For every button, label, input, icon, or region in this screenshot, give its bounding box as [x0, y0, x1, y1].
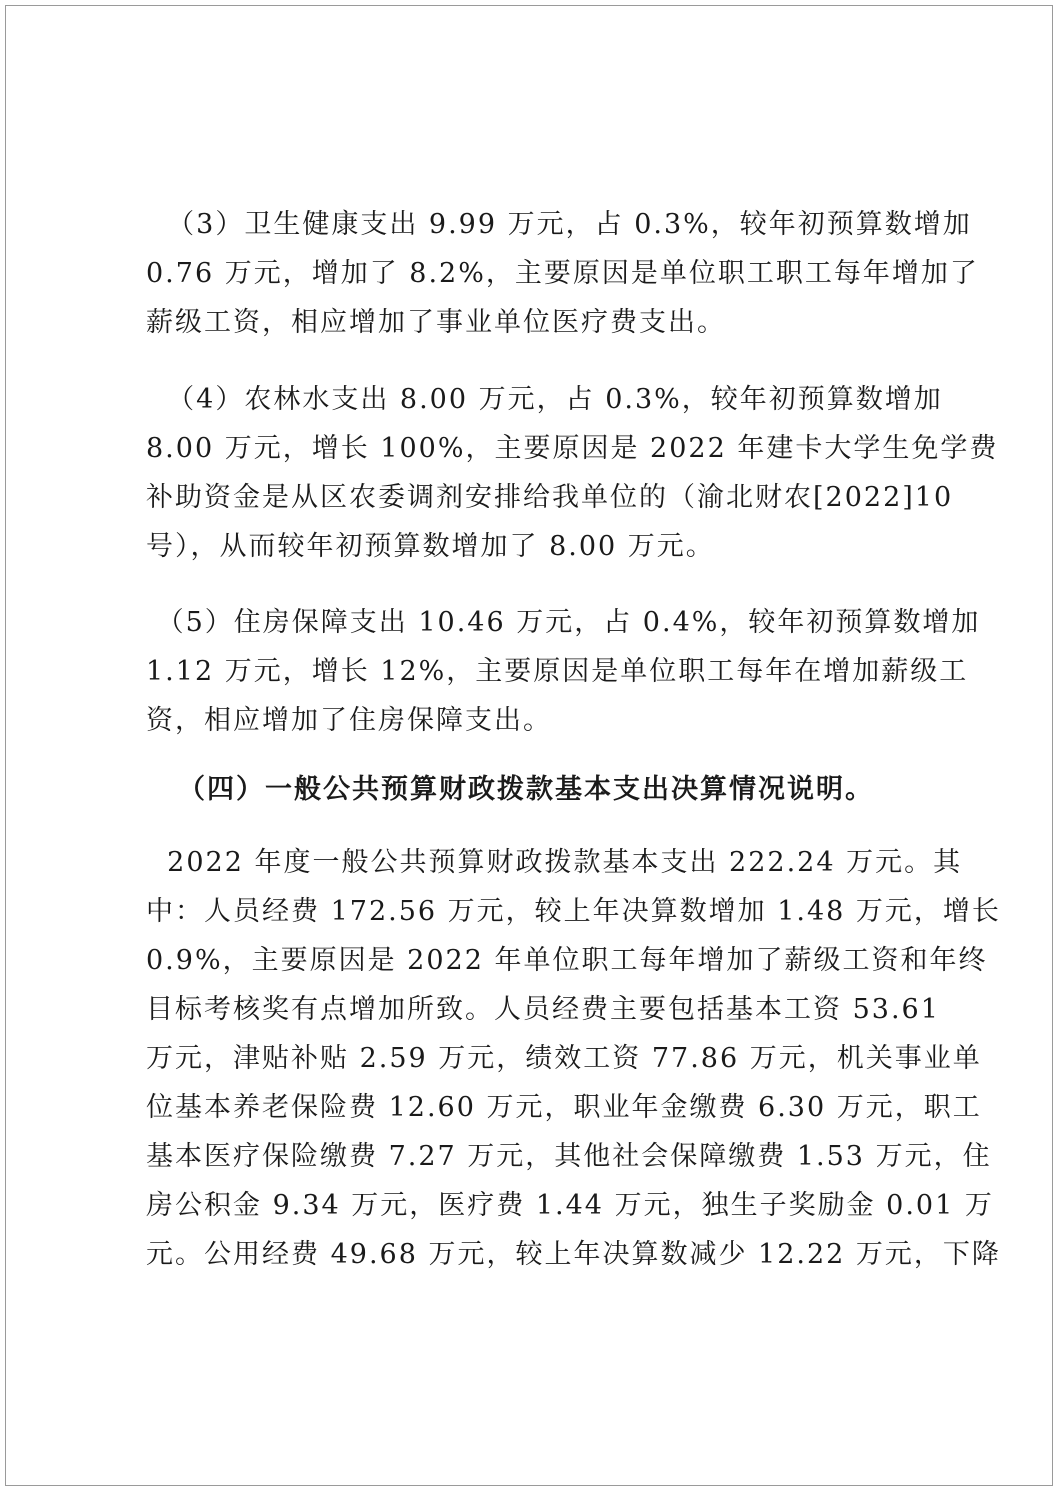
text-line: 万元，津贴补贴 2.59 万元，绩效工资 77.86 万元，机关事业单 [146, 1043, 982, 1074]
text-line: 8.00 万元，增长 100%，主要原因是 2022 年建卡大学生免学费 [146, 433, 999, 464]
document-page [5, 5, 1053, 1486]
text-line: 补助资金是从区农委调剂安排给我单位的（渝北财农[2022]10 [146, 482, 954, 513]
paragraph-housing-expenditure [146, 598, 980, 745]
text-line: 位基本养老保险费 12.60 万元，职业年金缴费 6.30 万元，职工 [146, 1092, 982, 1123]
text-line: 号），从而较年初预算数增加了 8.00 万元。 [146, 531, 715, 562]
text-line: 目标考核奖有点增加所致。人员经费主要包括基本工资 53.61 [146, 994, 940, 1025]
text-line: 2022 年度一般公共预算财政拨款基本支出 222.24 万元。其 [146, 847, 963, 878]
text-line: （3）卫生健康支出 9.99 万元，占 0.3%，较年初预算数增加 [146, 209, 972, 240]
text-line: （4）农林水支出 8.00 万元，占 0.3%，较年初预算数增加 [146, 384, 943, 415]
text-line: 0.9%，主要原因是 2022 年单位职工每年增加了薪级工资和年终 [146, 945, 988, 976]
text-line: 房公积金 9.34 万元，医疗费 1.44 万元，独生子奖励金 0.01 万 [146, 1190, 994, 1221]
text-line: 薪级工资，相应增加了事业单位医疗费支出。 [146, 307, 726, 338]
text-line: 基本医疗保险缴费 7.27 万元，其他社会保障缴费 1.53 万元，住 [146, 1141, 992, 1172]
text-line: 元。公用经费 49.68 万元，较上年决算数减少 12.22 万元，下降 [146, 1239, 1001, 1270]
paragraph-health-expenditure [146, 200, 979, 347]
section-heading: （四）一般公共预算财政拨款基本支出决算情况说明。 [178, 774, 874, 805]
text-line: 0.76 万元，增加了 8.2%，主要原因是单位职工职工每年增加了 [146, 258, 979, 289]
text-line: 资，相应增加了住房保障支出。 [146, 705, 552, 736]
paragraph-agriculture-expenditure [146, 375, 998, 571]
text-line: 1.12 万元，增长 12%，主要原因是单位职工每年在增加薪级工 [146, 656, 969, 687]
paragraph-basic-expenditure [146, 838, 1001, 1279]
text-line: （5）住房保障支出 10.46 万元，占 0.4%，较年初预算数增加 [146, 607, 981, 638]
text-line: 中：人员经费 172.56 万元，较上年决算数增加 1.48 万元，增长 [146, 896, 1001, 927]
